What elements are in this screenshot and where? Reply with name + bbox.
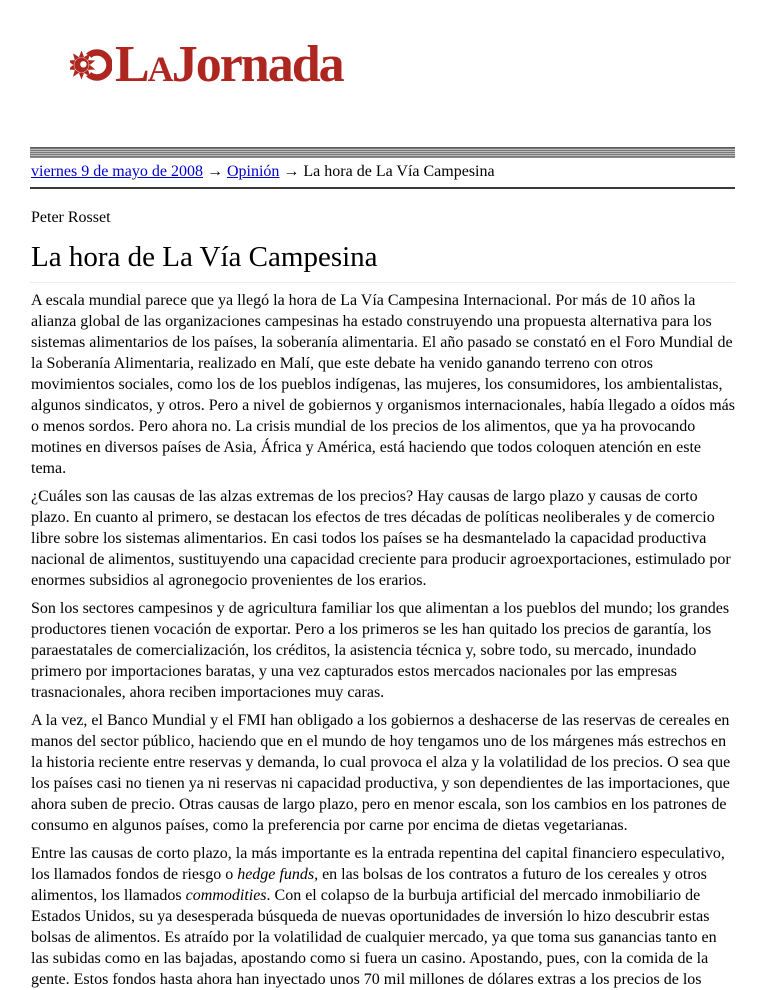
- paragraph: [30, 290, 735, 479]
- article-author: Peter Rosset: [31, 209, 111, 226]
- sun-eclipse-icon: [70, 38, 112, 92]
- breadcrumb-date-link[interactable]: viernes 9 de mayo de 2008: [31, 163, 203, 180]
- paragraph: [30, 843, 735, 990]
- article-body: [30, 290, 735, 990]
- lajornada-wordmark: [115, 36, 343, 93]
- text-run: Entre las causas de corto plazo, la más importante es la entrada repentina del capital financiero especulativo, los llamados fondos de riesgo o: [31, 845, 725, 883]
- text-run: ¿Cuáles son las causas de las alzas extremas de los precios? Hay causas de largo plazo y causas de corto plazo. En cuanto al primero, se destacan los efectos de tres décadas de políticas neoliberales y de comercio libre sobre los sistemas alimentarios. En casi todos los países se ha desmantelado la capacidad productiva nacional de alimentos, sustituyendo una capacidad creciente para producir agroexportaciones, estimulado por enormes subsidios al agronegocio provenientes de los erarios.: [31, 488, 731, 589]
- italic-run: hedge funds,: [237, 866, 319, 883]
- text-run: . Con el colapso de la burbuja artificial del mercado inmobiliario de Estados Unidos, su ya desesperada búsqueda de nuevas oportunidades de inversión lo hizo descubrir estas bolsas de alimentos. Es atraído por la volatilidad de cualquier mercado, ya que toma sus ganancias tanto en las subidas como en las bajadas, apostando como si fuera un casino. Apostando, pues, con la comida de la gente. Estos fondos hasta ahora han inyectado unos 70 mil millones de dólares extras a los precios de los: [31, 887, 717, 988]
- breadcrumb-arrow-icon: →: [283, 163, 300, 180]
- text-run: A la vez, el Banco Mundial y el FMI han obligado a los gobiernos a deshacerse de las reservas de cereales en manos del sector público, haciendo que en el mundo de hoy tengamos uno de los márgenes más estrechos en la historia reciente entre reservas y demanda, lo cual provoca el alza y la volatilidad de los precios. O sea que los países casi no tienen ya ni reservas ni capacidad productiva, y son dependientes de las importaciones, que ahora suben de precio. Otras causas de largo plazo, pero en menor escala, son los cambios en los patrones de consumo en algunos países, como la preferencia por carne por encima de dietas vegetarianas.: [31, 712, 731, 834]
- breadcrumb-current-page: La hora de La Vía Campesina: [303, 163, 495, 180]
- paragraph: [30, 486, 735, 591]
- text-run: Son los sectores campesinos y de agricultura familiar los que alimentan a los pueblos del mundo; los grandes productores tienen vocación de exportar. Pero a los primeros se les han quitado los precios de garantía, los paraestatales de comercialización, los créditos, la asistencia técnica y, sobre todo, su mercado, inundado primero por importaciones baratas, y una vez capturados estos mercados nacionales por las empresas trasnacionales, ahora reciben importaciones muy caras.: [31, 600, 730, 701]
- text-run: en las bolsas de los contratos a futuro de los cereales y otros alimentos, los llamados: [31, 866, 707, 904]
- paragraph: [30, 598, 735, 703]
- paragraph: [30, 710, 735, 836]
- breadcrumb-arrow-icon: →: [206, 163, 223, 180]
- lajornada-logo[interactable]: [70, 38, 343, 92]
- wordmark-jornada: Jornada: [171, 36, 343, 93]
- article-title: La hora de La Vía Campesina: [30, 241, 735, 283]
- breadcrumb-section-link[interactable]: Opinión: [226, 163, 280, 180]
- breadcrumb: [30, 158, 735, 189]
- wordmark-la: La: [115, 36, 172, 93]
- page: [0, 38, 768, 990]
- italic-run: commodities: [185, 887, 267, 904]
- striped-divider-bar: [30, 147, 735, 158]
- text-run: A escala mundial parece que ya llegó la hora de La Vía Campesina Internacional. Por más de 10 años la alianza global de las organizaciones campesinas ha estado construyendo una propuesta alternativa para los sistemas alimentarios de los países, la soberanía alimentaria. El año pasado se constató en el Foro Mundial de la Soberanía Alimentaria, realizado en Malí, que este debate ha venido ganando terreno con otros movimientos sociales, como los de los pueblos indígenas, las mujeres, los consumidores, los ambientalistas, algunos sindicatos, y otros. Pero a nivel de gobiernos y organismos internacionales, había llegado a oídos más o menos sordos. Pero ahora no. La crisis mundial de los precios de los alimentos, que ya ha provocando motines en diversos países de Asia, África y América, está haciendo que todos coloquen atención en este tema.: [31, 292, 736, 477]
